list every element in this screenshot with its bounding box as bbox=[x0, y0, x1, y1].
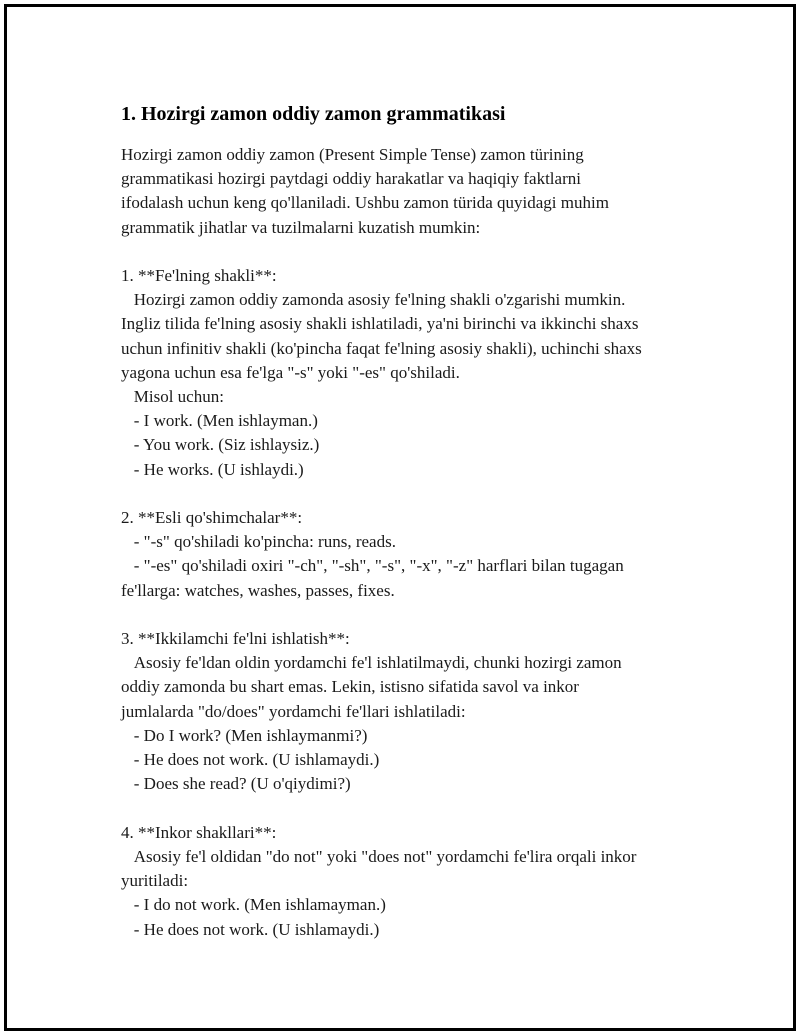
document-body: Hozirgi zamon oddiy zamon (Present Simple Tense) zamon türining grammatikasi hozirgi paytdagi oddiy harakatlar va haqiqiy faktlarni ifodalash uchun keng qo'llaniladi. Ushbu zamon türida quyidagi muhim grammatik jihatlar va tuzilmalarni kuzatish mumkin: 1. **Fe'lning shakli**: Hozirgi zamon oddiy zamonda asosiy fe'lning shakli o'zgarishi mumkin. Ingliz tilida fe'lning asosiy shakli ishlatiladi, ya'ni birinchi va ikkinchi shaxs uchun infinitiv shakli (ko'pincha faqat fe'lning asosiy shakli), uchinchi shaxs yagona uchun esa fe'lga "-s" yoki "-es" qo'shiladi. Misol uchun: - I work. (Men ishlayman.) - You work. (Siz ishlaysiz.) - He works. (U ishlaydi.) 2. **Esli qo'shimchalar**: - "-s" qo'shiladi ko'pincha: runs, reads. - "-es" qo'shiladi oxiri "-ch", "-sh", "-s", "-x", "-z" harflari bilan tugagan fe'llarga: watches, washes, passes, fixes. 3. **Ikkilamchi fe'lni ishlatish**: Asosiy fe'ldan oldin yordamchi fe'l ishlatilmaydi, chunki hozirgi zamon oddiy zamonda bu shart emas. Lekin, istisno sifatida savol va inkor jumlalarda "do/does" yordamchi fe'llari ishlatiladi: - Do I work? (Men ishlaymanmi?) - He does not work. (U ishlamaydi.) - Does she read? (U o'qiydimi?) 4. **Inkor shakllari**: Asosiy fe'l oldidan "do not" yoki "does not" yordamchi fe'lira orqali inkor yuritiladi: - I do not work. (Men ishlamayman.) - He does not work. (U ishlamaydi.) bbox=[121, 145, 642, 939]
document-title: 1. Hozirgi zamon oddiy zamon grammatikasi bbox=[121, 103, 506, 125]
document-content bbox=[121, 101, 701, 942]
page-frame bbox=[4, 4, 796, 1031]
